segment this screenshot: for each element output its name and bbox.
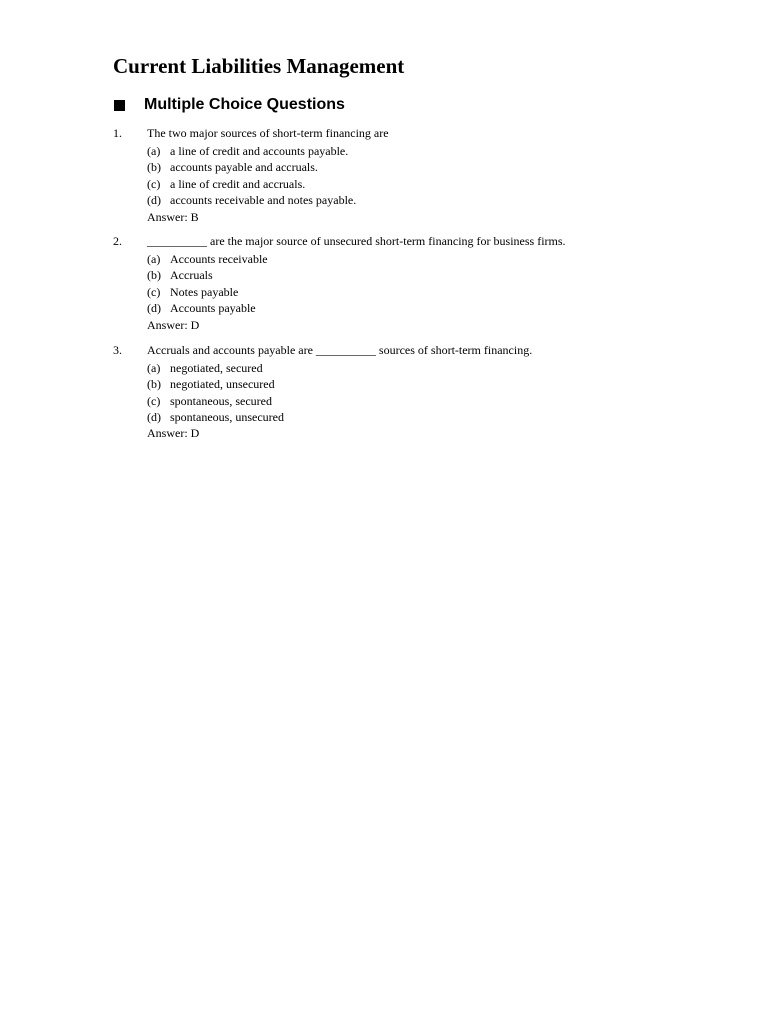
option-letter: (b) [147,377,161,392]
question-text: The two major sources of short-term financing are [147,126,389,140]
option-text: negotiated, secured [170,361,263,375]
option-c [147,176,356,192]
answer-line: Answer: D [147,426,200,440]
option-letter: (c) [147,393,161,408]
option-d [147,192,356,208]
section-heading [114,96,345,114]
option-letter: (c) [147,284,161,299]
question-number: 3. [113,343,122,357]
option-letter: (b) [147,160,161,175]
option-letter: (b) [147,268,161,283]
option-text: a line of credit and accruals. [170,176,306,191]
option-letter: (d) [147,300,161,315]
square-bullet-icon [114,100,125,111]
option-c [147,393,284,409]
option-d [147,300,268,316]
question-number: 2. [113,234,122,248]
question-text: Accruals and accounts payable are __________ sources of short-term financing. [147,343,533,357]
option-text: spontaneous, unsecured [170,409,284,424]
option-c [147,284,268,300]
option-b [147,376,284,392]
option-letter: (a) [147,252,161,266]
answer-line: Answer: B [147,210,199,224]
section-title: Multiple Choice Questions [144,96,345,113]
option-letter: (d) [147,409,161,424]
option-text: accounts receivable and notes payable. [170,192,357,207]
option-a [147,251,268,267]
option-b [147,159,356,175]
option-text: Notes payable [170,284,239,299]
options-list [147,143,356,208]
option-letter: (d) [147,192,161,207]
option-a [147,360,284,376]
options-list [147,360,284,425]
option-text: Accruals [170,268,213,283]
option-text: Accounts receivable [170,252,268,266]
option-text: accounts payable and accruals. [170,160,318,175]
option-a [147,143,356,159]
option-letter: (a) [147,144,161,158]
document-title: Current Liabilities Management [113,54,405,78]
option-letter: (a) [147,361,161,375]
option-text: Accounts payable [170,300,256,315]
option-d [147,409,284,425]
option-text: spontaneous, secured [170,393,272,408]
answer-line: Answer: D [147,318,200,332]
option-b [147,267,268,283]
option-text: negotiated, unsecured [170,377,275,392]
options-list [147,251,268,316]
question-number: 1. [113,126,122,140]
question-text: __________ are the major source of unsecured short-term financing for business firms. [147,234,566,248]
option-letter: (c) [147,176,161,191]
option-text: a line of credit and accounts payable. [170,144,349,158]
